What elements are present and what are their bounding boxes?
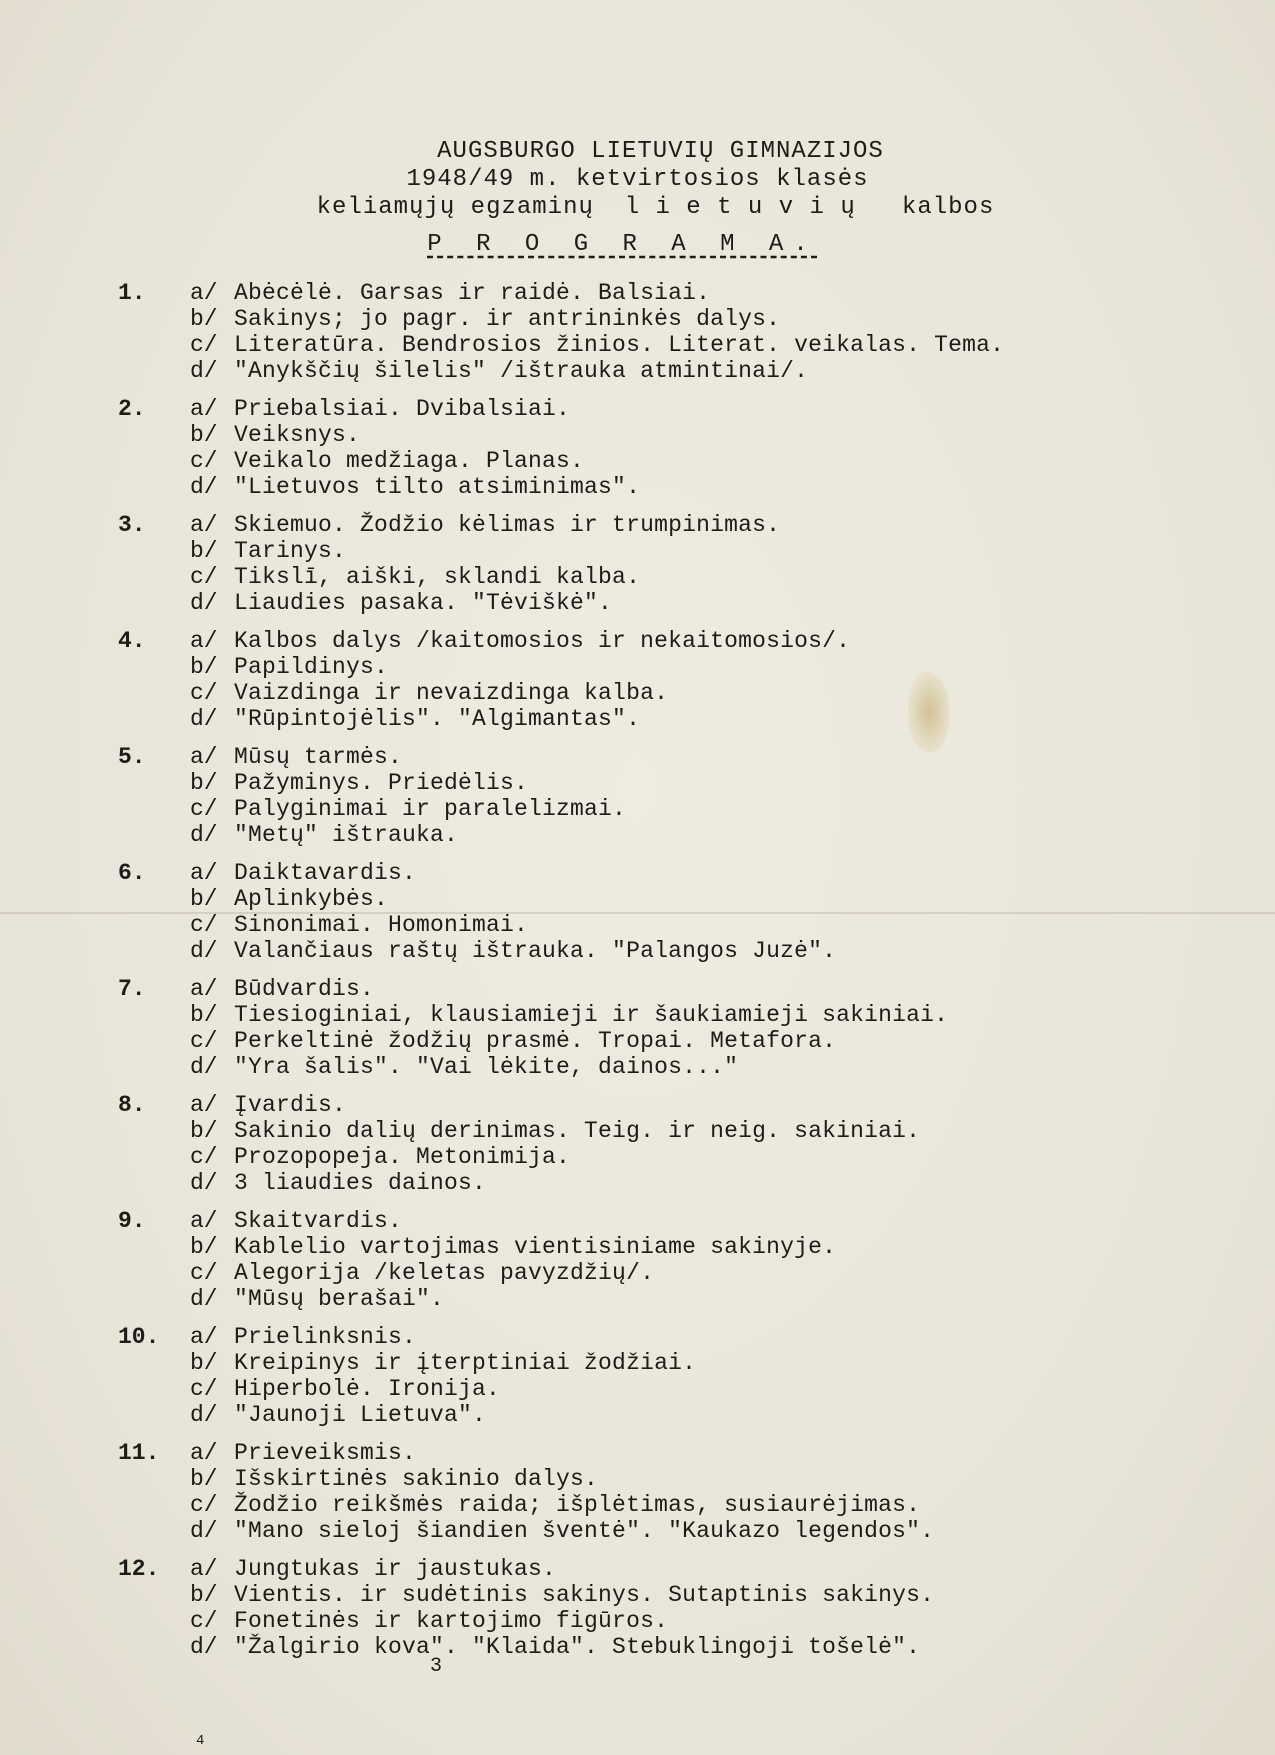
topic-item bbox=[190, 628, 1178, 654]
topic-items bbox=[190, 1556, 1178, 1660]
item-letter: c/ bbox=[190, 1608, 218, 1634]
item-text: Veikalo medžiaga. Planas. bbox=[234, 448, 585, 474]
item-text: Kalbos dalys /kaitomosios ir nekaitomosios/. bbox=[234, 628, 851, 654]
topic-number: 12. bbox=[118, 1556, 160, 1582]
item-letter: d/ bbox=[190, 590, 218, 616]
item-text: "Anykščių šilelis" /ištrauka atmintinai/. bbox=[234, 358, 809, 384]
topic-number: 2. bbox=[118, 396, 146, 422]
topic-item bbox=[190, 886, 1178, 912]
item-text: Sakinio dalių derinimas. Teig. ir neig. sakiniai. bbox=[234, 1118, 921, 1144]
item-text: "Metų" ištrauka. bbox=[234, 822, 459, 848]
item-text: Sakinys; jo pagr. ir antrininkės dalys. bbox=[234, 306, 781, 332]
item-letter: c/ bbox=[190, 448, 218, 474]
item-letter: b/ bbox=[190, 654, 218, 680]
topic-item bbox=[190, 938, 1178, 964]
topic-number: 7. bbox=[118, 976, 146, 1002]
topic-items bbox=[190, 396, 1178, 500]
item-letter: d/ bbox=[190, 1170, 218, 1196]
item-text: Pažyminys. Priedėlis. bbox=[234, 770, 529, 796]
item-letter: b/ bbox=[190, 1234, 218, 1260]
topic-block bbox=[118, 744, 1178, 848]
topic-items bbox=[190, 860, 1178, 964]
item-letter: c/ bbox=[190, 1144, 218, 1170]
item-letter: a/ bbox=[190, 1440, 218, 1466]
topic-items bbox=[190, 628, 1178, 732]
topic-item bbox=[190, 1286, 1178, 1312]
topic-item bbox=[190, 358, 1178, 384]
item-text: "Lietuvos tilto atsiminimas". bbox=[234, 474, 641, 500]
item-letter: d/ bbox=[190, 474, 218, 500]
topic-list bbox=[118, 280, 1178, 1672]
topic-item bbox=[190, 1028, 1178, 1054]
item-letter: c/ bbox=[190, 912, 218, 938]
school-name: AUGSBURGO LIETUVIŲ GIMNAZIJOS bbox=[437, 138, 884, 165]
item-text: Prielinksnis. bbox=[234, 1324, 417, 1350]
topic-item bbox=[190, 976, 1178, 1002]
topic-items bbox=[190, 744, 1178, 848]
topic-items bbox=[190, 512, 1178, 616]
item-text: Perkeltinė žodžių prasmė. Tropai. Metafora. bbox=[234, 1028, 837, 1054]
item-letter: b/ bbox=[190, 1350, 218, 1376]
topic-block bbox=[118, 1556, 1178, 1660]
item-letter: d/ bbox=[190, 1634, 218, 1660]
item-text: Vaizdinga ir nevaizdinga kalba. bbox=[234, 680, 669, 706]
item-letter: d/ bbox=[190, 1402, 218, 1428]
topic-item bbox=[190, 912, 1178, 938]
item-letter: a/ bbox=[190, 744, 218, 770]
topic-block bbox=[118, 1092, 1178, 1196]
item-letter: b/ bbox=[190, 886, 218, 912]
item-letter: b/ bbox=[190, 770, 218, 796]
topic-number: 6. bbox=[118, 860, 146, 886]
item-text: Priebalsiai. Dvibalsiai. bbox=[234, 396, 571, 422]
item-letter: b/ bbox=[190, 1002, 218, 1028]
item-text: Jungtukas ir jaustukas. bbox=[234, 1556, 557, 1582]
item-letter: c/ bbox=[190, 1492, 218, 1518]
item-text: Abėcėlė. Garsas ir raidė. Balsiai. bbox=[234, 280, 711, 306]
item-letter: b/ bbox=[190, 306, 218, 332]
topic-item bbox=[190, 1208, 1178, 1234]
item-text: Žodžio reikšmės raida; išplėtimas, susiaurėjimas. bbox=[234, 1492, 921, 1518]
topic-number: 10. bbox=[118, 1324, 160, 1350]
item-text: 3 liaudies dainos. bbox=[234, 1170, 487, 1196]
topic-item bbox=[190, 564, 1178, 590]
item-letter: d/ bbox=[190, 706, 218, 732]
topic-item bbox=[190, 744, 1178, 770]
item-text: "Mūsų berašai". bbox=[234, 1286, 445, 1312]
item-text: Literatūra. Bendrosios žinios. Literat. veikalas. Tema. bbox=[234, 332, 1005, 358]
topic-item bbox=[190, 706, 1178, 732]
topic-number: 5. bbox=[118, 744, 146, 770]
item-letter: a/ bbox=[190, 280, 218, 306]
item-text: Tarinys. bbox=[234, 538, 347, 564]
topic-items bbox=[190, 1208, 1178, 1312]
item-text: Papildinys. bbox=[234, 654, 389, 680]
item-letter: b/ bbox=[190, 1118, 218, 1144]
topic-block bbox=[118, 1440, 1178, 1544]
topic-item bbox=[190, 1402, 1178, 1428]
item-letter: a/ bbox=[190, 1208, 218, 1234]
topic-item bbox=[190, 1440, 1178, 1466]
topic-item bbox=[190, 1118, 1178, 1144]
item-text: Mūsų tarmės. bbox=[234, 744, 403, 770]
item-text: Veiksnys. bbox=[234, 422, 361, 448]
document-header bbox=[0, 138, 1275, 260]
topic-item bbox=[190, 1054, 1178, 1080]
topic-item bbox=[190, 422, 1178, 448]
item-text: "Yra šalis". "Vai lėkite, dainos..." bbox=[234, 1054, 739, 1080]
topic-items bbox=[190, 976, 1178, 1080]
item-text: Kablelio vartojimas vientisiniame sakinyje. bbox=[234, 1234, 837, 1260]
item-letter: a/ bbox=[190, 860, 218, 886]
topic-block bbox=[118, 1324, 1178, 1428]
topic-item bbox=[190, 1092, 1178, 1118]
item-letter: b/ bbox=[190, 538, 218, 564]
item-letter: b/ bbox=[190, 1582, 218, 1608]
item-text: Tikslī, aiški, sklandi kalba. bbox=[234, 564, 641, 590]
topic-item bbox=[190, 512, 1178, 538]
topic-number: 8. bbox=[118, 1092, 146, 1118]
topic-number: 3. bbox=[118, 512, 146, 538]
item-letter: a/ bbox=[190, 976, 218, 1002]
topic-item bbox=[190, 1518, 1178, 1544]
topic-item bbox=[190, 1608, 1178, 1634]
school-year-line: 1948/49 m. ketvirtosios klasės bbox=[406, 166, 869, 193]
item-letter: d/ bbox=[190, 822, 218, 848]
topic-item bbox=[190, 448, 1178, 474]
item-letter: c/ bbox=[190, 1260, 218, 1286]
topic-number: 4. bbox=[118, 628, 146, 654]
topic-number: 1. bbox=[118, 280, 146, 306]
item-text: Įvardis. bbox=[234, 1092, 347, 1118]
topic-item bbox=[190, 1350, 1178, 1376]
item-letter: c/ bbox=[190, 332, 218, 358]
item-letter: c/ bbox=[190, 1376, 218, 1402]
item-letter: c/ bbox=[190, 796, 218, 822]
topic-item bbox=[190, 1260, 1178, 1286]
item-letter: b/ bbox=[190, 1466, 218, 1492]
item-text: Prozopopeja. Metonimija. bbox=[234, 1144, 571, 1170]
item-letter: c/ bbox=[190, 680, 218, 706]
topic-items bbox=[190, 280, 1178, 384]
item-letter: d/ bbox=[190, 1518, 218, 1544]
program-title: P R O G R A M A. bbox=[427, 231, 818, 258]
topic-item bbox=[190, 860, 1178, 886]
topic-item bbox=[190, 1144, 1178, 1170]
item-letter: a/ bbox=[190, 512, 218, 538]
item-text: Vientis. ir sudėtinis sakinys. Sutaptinis sakinys. bbox=[234, 1582, 935, 1608]
topic-item bbox=[190, 538, 1178, 564]
topic-number: 11. bbox=[118, 1440, 160, 1466]
topic-items bbox=[190, 1440, 1178, 1544]
topic-item bbox=[190, 1324, 1178, 1350]
exam-subject-line: keliamųjų egzaminų l i e t u v i ų kalbos bbox=[316, 194, 995, 221]
item-letter: a/ bbox=[190, 1092, 218, 1118]
corner-mark: 4 bbox=[196, 1733, 205, 1749]
topic-item bbox=[190, 1170, 1178, 1196]
topic-item bbox=[190, 822, 1178, 848]
topic-item bbox=[190, 474, 1178, 500]
topic-block bbox=[118, 280, 1178, 384]
topic-item bbox=[190, 306, 1178, 332]
item-text: "Mano sieloj šiandien šventė". "Kaukazo legendos". bbox=[234, 1518, 935, 1544]
item-text: Skaitvardis. bbox=[234, 1208, 403, 1234]
topic-item bbox=[190, 280, 1178, 306]
item-text: Daiktavardis. bbox=[234, 860, 417, 886]
item-text: Fonetinės ir kartojimo figūros. bbox=[234, 1608, 669, 1634]
topic-item bbox=[190, 796, 1178, 822]
topic-item bbox=[190, 1492, 1178, 1518]
item-letter: c/ bbox=[190, 564, 218, 590]
topic-item bbox=[190, 1582, 1178, 1608]
topic-item bbox=[190, 1466, 1178, 1492]
item-letter: a/ bbox=[190, 396, 218, 422]
topic-item bbox=[190, 1234, 1178, 1260]
item-letter: d/ bbox=[190, 1286, 218, 1312]
topic-item bbox=[190, 590, 1178, 616]
topic-block bbox=[118, 976, 1178, 1080]
item-text: Aplinkybės. bbox=[234, 886, 389, 912]
topic-item bbox=[190, 770, 1178, 796]
topic-number: 9. bbox=[118, 1208, 146, 1234]
topic-block bbox=[118, 396, 1178, 500]
topic-item bbox=[190, 1376, 1178, 1402]
item-text: "Jaunoji Lietuva". bbox=[234, 1402, 487, 1428]
item-text: Alegorija /keletas pavyzdžių/. bbox=[234, 1260, 655, 1286]
topic-item bbox=[190, 332, 1178, 358]
item-text: Kreipinys ir įterptiniai žodžiai. bbox=[234, 1350, 697, 1376]
item-letter: d/ bbox=[190, 1054, 218, 1080]
item-text: Išskirtinės sakinio dalys. bbox=[234, 1466, 599, 1492]
topic-item bbox=[190, 654, 1178, 680]
item-letter: a/ bbox=[190, 1556, 218, 1582]
item-letter: d/ bbox=[190, 358, 218, 384]
item-letter: a/ bbox=[190, 628, 218, 654]
topic-item bbox=[190, 680, 1178, 706]
item-letter: a/ bbox=[190, 1324, 218, 1350]
topic-block bbox=[118, 1208, 1178, 1312]
item-text: Palyginimai ir paralelizmai. bbox=[234, 796, 627, 822]
topic-item bbox=[190, 1634, 1178, 1660]
topic-block bbox=[118, 628, 1178, 732]
item-text: "Rūpintojėlis". "Algimantas". bbox=[234, 706, 641, 732]
topic-item bbox=[190, 1556, 1178, 1582]
item-letter: c/ bbox=[190, 1028, 218, 1054]
item-text: Valančiaus raštų ištrauka. "Palangos Juzė". bbox=[234, 938, 837, 964]
topic-block bbox=[118, 860, 1178, 964]
item-text: Būdvardis. bbox=[234, 976, 375, 1002]
item-letter: d/ bbox=[190, 938, 218, 964]
topic-block bbox=[118, 512, 1178, 616]
item-text: Liaudies pasaka. "Tėviškė". bbox=[234, 590, 613, 616]
item-letter: b/ bbox=[190, 422, 218, 448]
topic-item bbox=[190, 1002, 1178, 1028]
item-text: Hiperbolė. Ironija. bbox=[234, 1376, 501, 1402]
page-mark: 3 bbox=[430, 1655, 443, 1678]
topic-items bbox=[190, 1324, 1178, 1428]
item-text: Sinonimai. Homonimai. bbox=[234, 912, 529, 938]
item-text: Tiesioginiai, klausiamieji ir šaukiamieji sakiniai. bbox=[234, 1002, 949, 1028]
topic-items bbox=[190, 1092, 1178, 1196]
item-text: Skiemuo. Žodžio kėlimas ir trumpinimas. bbox=[234, 512, 781, 538]
topic-item bbox=[190, 396, 1178, 422]
item-text: Prieveiksmis. bbox=[234, 1440, 417, 1466]
item-text: "Žalgirio kova". "Klaida". Stebuklingoji tošelė". bbox=[234, 1634, 921, 1660]
